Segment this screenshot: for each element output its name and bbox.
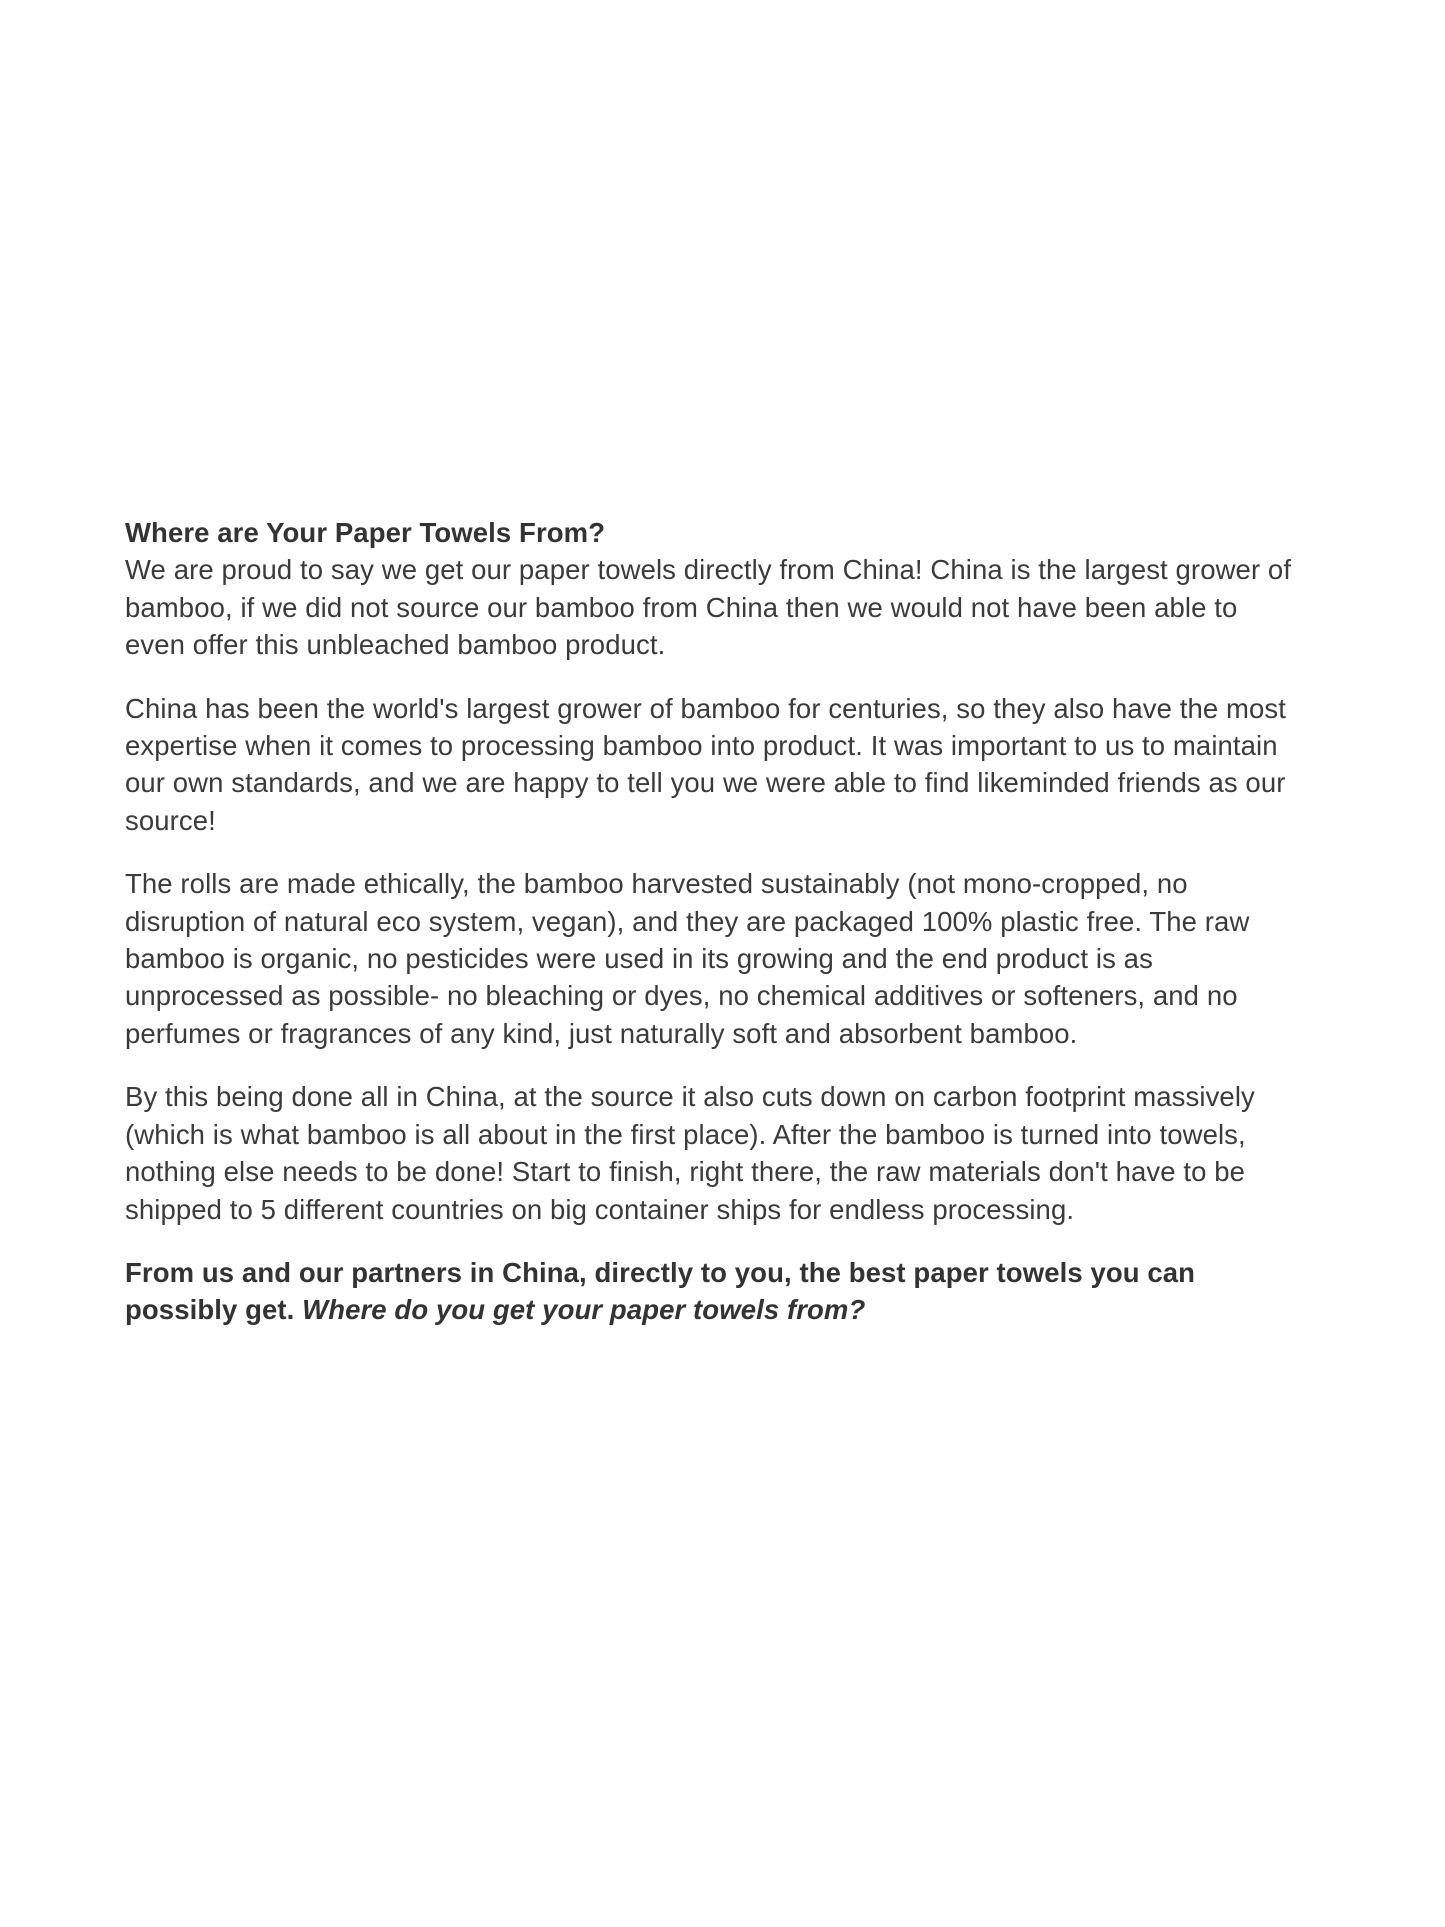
product-description-section xyxy=(125,514,1305,1355)
paragraph-ethical-production: The rolls are made ethically, the bamboo harvested sustainably (not mono-cropped, no disruption of natural eco system, vegan), and they are packaged 100% plastic free. The raw bamboo is organic, no pesticides were used in its growing and the end product is as unprocessed as possible- no bleaching or dyes, no chemical additives or softeners, and no perfumes or fragrances of any kind, just naturally soft and absorbent bamboo. xyxy=(125,868,1250,1049)
closing-question: Where do you get your paper towels from? xyxy=(302,1294,866,1326)
closing-statement: From us and our partners in China, directly to you, the best paper towels you can possibly get. xyxy=(125,1256,1196,1326)
paragraph-intro: We are proud to say we get our paper towels directly from China! China is the largest grower of bamboo, if we did not source our bamboo from China then we would not have been able to even offer this unbleached bamboo product. xyxy=(125,554,1292,661)
section-heading: Where are Your Paper Towels From? xyxy=(125,517,606,548)
paragraph-expertise: China has been the world's largest grower of bamboo for centuries, so they also have the most expertise when it comes to processing bamboo into product. It was important to us to maintain our own standards, and we are happy to tell you we were able to find likeminded friends as our source! xyxy=(125,692,1287,836)
paragraph-carbon-footprint: By this being done all in China, at the source it also cuts down on carbon footprint massively (which is what bamboo is all about in the first place). After the bamboo is turned into towels, nothing else needs to be done! Start to finish, right there, the raw materials don't have to be shipped to 5 different countries on big container ships for endless processing. xyxy=(125,1081,1255,1225)
paragraph-closing xyxy=(125,1254,1305,1329)
